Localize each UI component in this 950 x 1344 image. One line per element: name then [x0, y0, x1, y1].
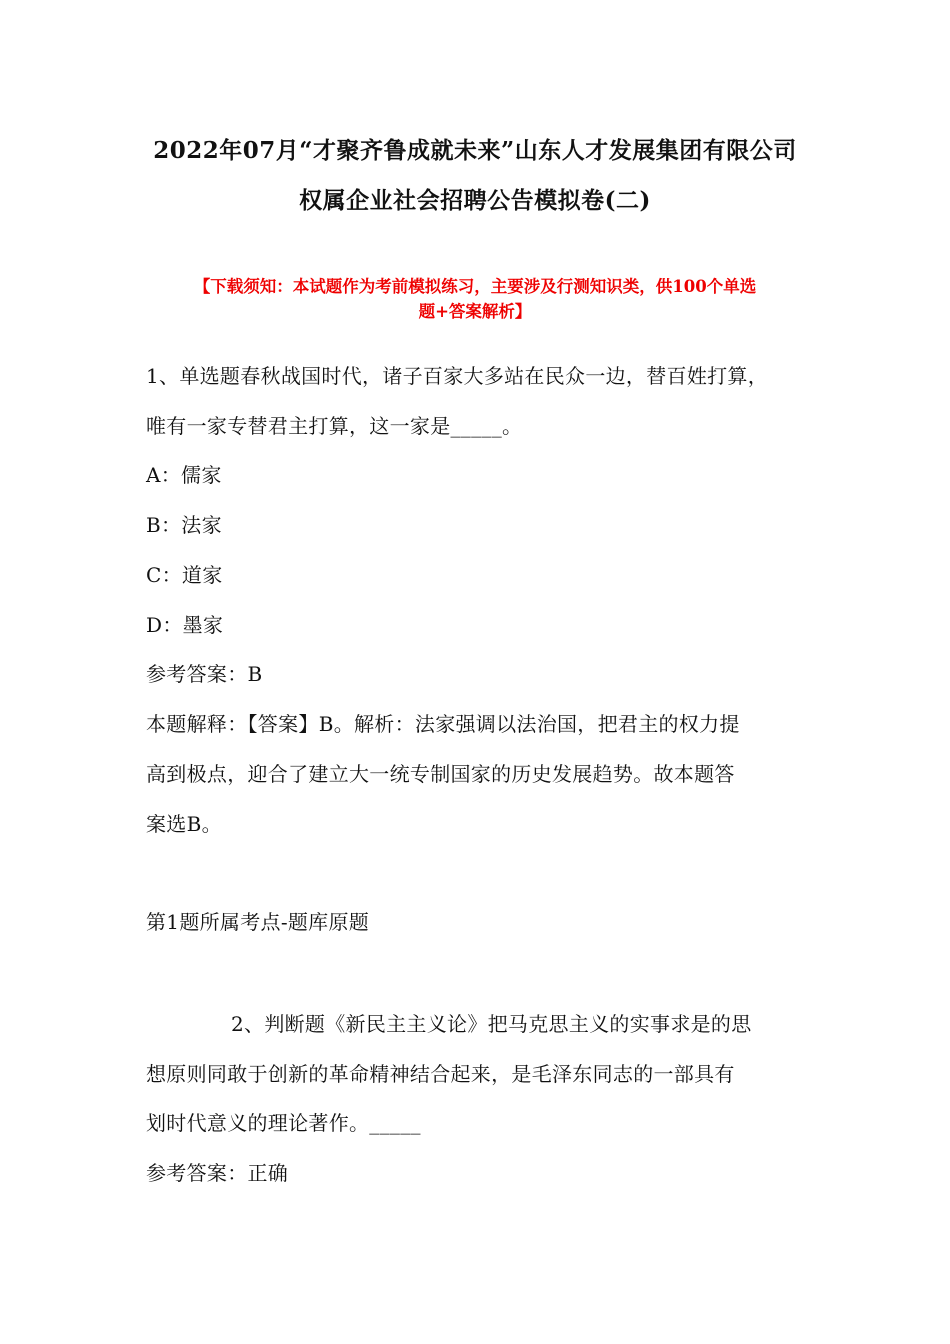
question-1-answer: 参考答案：B	[146, 662, 263, 686]
question-2-stem-line-3: 划时代意义的理论著作。_____	[146, 1111, 421, 1135]
question-1-stem-line-2: 唯有一家专替君主打算，这一家是_____。	[146, 414, 523, 438]
download-notice-line-2: 题+答案解析】	[418, 302, 532, 321]
document-title-line-1: 2022年07月“才聚齐鲁成就未来”山东人才发展集团有限公司	[153, 137, 797, 164]
question-1-option-c: C：道家	[146, 563, 223, 587]
question-1-explanation-line-2: 高到极点，迎合了建立大一统专制国家的历史发展趋势。故本题答	[146, 762, 735, 786]
question-1-option-a: A：儒家	[146, 463, 222, 487]
document-title-line-2: 权属企业社会招聘公告模拟卷(二)	[299, 187, 651, 214]
download-notice-line-1: 【下载须知：本试题作为考前模拟练习，主要涉及行测知识类，供100个单选	[193, 277, 757, 296]
question-1-stem-line-1: 1、单选题春秋战国时代，诸子百家大多站在民众一边，替百姓打算，	[146, 364, 769, 388]
question-2-stem-line-2: 想原则同敢于创新的革命精神结合起来，是毛泽东同志的一部具有	[146, 1062, 735, 1086]
question-1-explanation-line-1: 本题解释：【答案】B。解析：法家强调以法治国，把君主的权力提	[146, 712, 740, 736]
question-1-explanation-line-3: 案选B。	[146, 812, 222, 836]
question-2-stem-line-1: 2、判断题《新民主主义论》把马克思主义的实事求是的思	[231, 1012, 752, 1036]
question-2-answer: 参考答案：正确	[146, 1161, 289, 1185]
question-1-option-b: B：法家	[146, 513, 222, 537]
question-1-option-d: D：墨家	[146, 613, 224, 637]
question-1-topic-point: 第1题所属考点-题库原题	[146, 910, 370, 934]
